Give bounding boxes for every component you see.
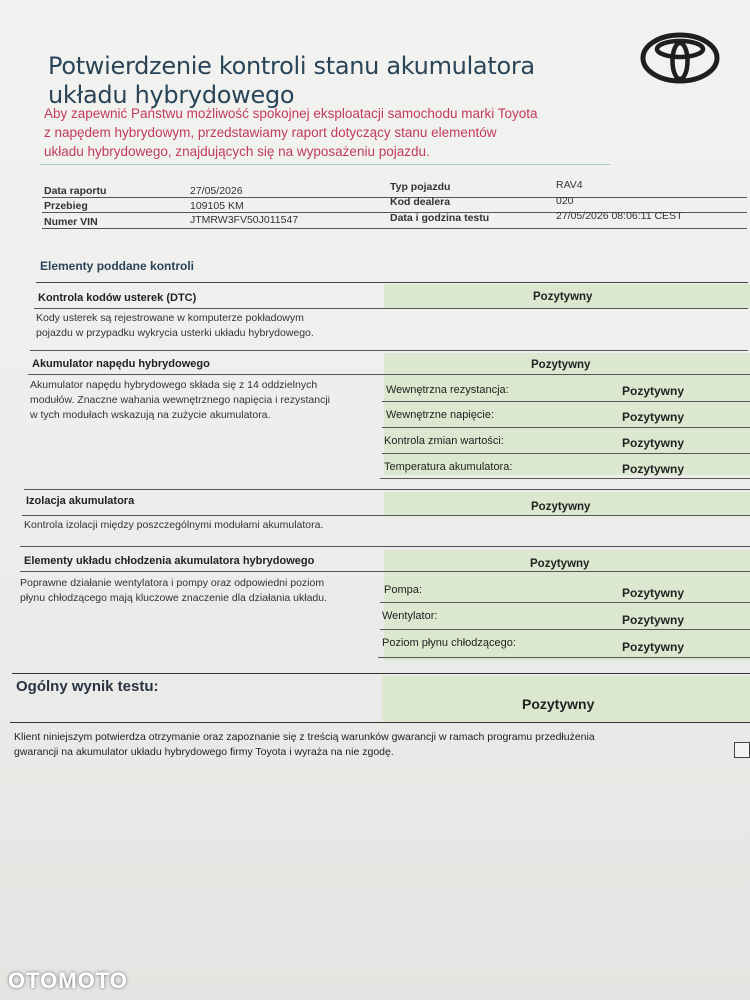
cooling-label: Elementy układu chłodzenia akumulatora hybrydowego <box>24 555 315 567</box>
isolation-label: Izolacja akumulatora <box>26 495 135 507</box>
title-line-2: układu hybrydowego <box>48 81 295 109</box>
battery-sub-label: Wewnętrzna rezystancja: <box>386 384 509 396</box>
cooling-sub-rule <box>380 602 750 603</box>
toyota-logo-icon <box>640 32 720 84</box>
battery-sub-label: Kontrola zmian wartości: <box>384 435 504 447</box>
cooling-sub-result: Pozytywny <box>622 640 685 654</box>
cooling-description: Poprawne działanie wentylatora i pompy oraz odpowiedni poziom płynu chłodzącego mają kluczowe znaczenie dla działania układu. <box>20 577 328 604</box>
otomoto-watermark: OTOMOTO <box>8 968 128 993</box>
overall-top-rule <box>12 673 750 674</box>
isolation-bottom-rule <box>20 546 750 547</box>
dtc-description: Kody usterek są rejestrowane w komputerze pokładowym pojazdu w przypadku wykrycia usterki układu hybrydowego. <box>36 312 314 339</box>
battery-result: Pozytywny <box>531 359 591 371</box>
elements-title: Elementy poddane kontroli <box>40 259 195 273</box>
battery-sub-label: Temperatura akumulatora: <box>384 461 513 473</box>
cooling-sub-rule <box>380 629 750 630</box>
intro-line-3: układu hybrydowego, znajdujących się na wyposażeniu pojazdu. <box>44 144 430 159</box>
consent-checkbox[interactable] <box>734 742 750 758</box>
report-date-label: Data raportu <box>44 185 107 197</box>
isolation-result: Pozytywny <box>531 501 591 513</box>
battery-sub-label: Wewnętrzne napięcie: <box>386 409 495 421</box>
mileage-value: 109105 KM <box>190 200 244 212</box>
report-date-value: 27/05/2026 <box>190 185 243 197</box>
battery-sub-result: Pozytywny <box>622 410 685 424</box>
intro-line-1: Aby zapewnić Państwu możliwość spokojnej eksploatacji samochodu marki Toyota <box>44 106 538 121</box>
cooling-sub-rule <box>378 657 750 658</box>
elements-rule <box>36 282 748 283</box>
battery-label: Akumulator napędu hybrydowego <box>32 358 210 370</box>
battery-sub-result: Pozytywny <box>622 462 685 476</box>
battery-rule <box>28 374 750 375</box>
cooling-sub-label: Pompa: <box>384 584 422 596</box>
intro-line-2: z napędem hybrydowym, przedstawiamy raport dotyczący stanu elementów <box>44 125 497 140</box>
battery-sub-result: Pozytywny <box>622 436 685 450</box>
vin-value: JTMRW3FV50J011547 <box>190 214 299 226</box>
battery-sub-rule <box>382 427 750 428</box>
dealer-code-label: Kod dealera <box>390 196 451 208</box>
battery-bottom-rule <box>24 489 750 490</box>
title-line-1: Potwierdzenie kontroli stanu akumulatora <box>48 52 535 80</box>
dealer-code-value: 020 <box>556 195 574 207</box>
isolation-description: Kontrola izolacji między poszczególnymi modułami akumulatora. <box>24 519 324 531</box>
cooling-sub-result: Pozytywny <box>622 613 685 627</box>
overall-bottom-rule <box>10 722 750 723</box>
overall-result: Pozytywny <box>522 696 595 712</box>
cooling-sub-label: Poziom płynu chłodzącego: <box>382 637 516 649</box>
vehicle-type-value: RAV4 <box>556 179 583 191</box>
battery-description: Akumulator napędu hybrydowego składa się z 14 oddzielnych modułów. Znaczne wahania wewnętrznego napięcia i rezystancji w tych modułach wskazują na zużycie akumulatora. <box>30 379 330 421</box>
cooling-result: Pozytywny <box>530 558 590 570</box>
consent-text: Klient niniejszym potwierdza otrzymanie oraz zapoznanie się z treścią warunków gwarancji w ramach programu przedłużenia gwarancji na akumulator układu hybrydowego firmy Toyota i wyraża na nie zgodę. <box>14 731 595 758</box>
dtc-rule <box>34 308 748 309</box>
battery-sub-rule <box>380 478 750 479</box>
overall-label: Ogólny wynik testu: <box>16 678 159 695</box>
isolation-rule <box>22 515 750 516</box>
intro-divider <box>40 164 610 165</box>
info-rule-3 <box>42 228 747 229</box>
test-datetime-value: 27/05/2026 08:06:11 CEST <box>556 210 683 222</box>
battery-sub-rule <box>382 453 750 454</box>
vin-label: Numer VIN <box>44 216 98 228</box>
dtc-label: Kontrola kodów usterek (DTC) <box>38 292 197 304</box>
dtc-result: Pozytywny <box>533 291 593 303</box>
battery-sub-rule <box>382 401 750 402</box>
vehicle-type-label: Typ pojazdu <box>390 181 451 193</box>
dtc-bottom-rule <box>30 350 748 351</box>
test-datetime-label: Data i godzina testu <box>390 212 490 224</box>
mileage-label: Przebieg <box>44 200 88 212</box>
cooling-sub-label: Wentylator: <box>382 610 438 622</box>
battery-sub-result: Pozytywny <box>622 384 685 398</box>
intro-text <box>44 104 624 161</box>
document-title <box>48 52 638 110</box>
cooling-sub-result: Pozytywny <box>622 586 685 600</box>
cooling-rule <box>20 571 750 572</box>
